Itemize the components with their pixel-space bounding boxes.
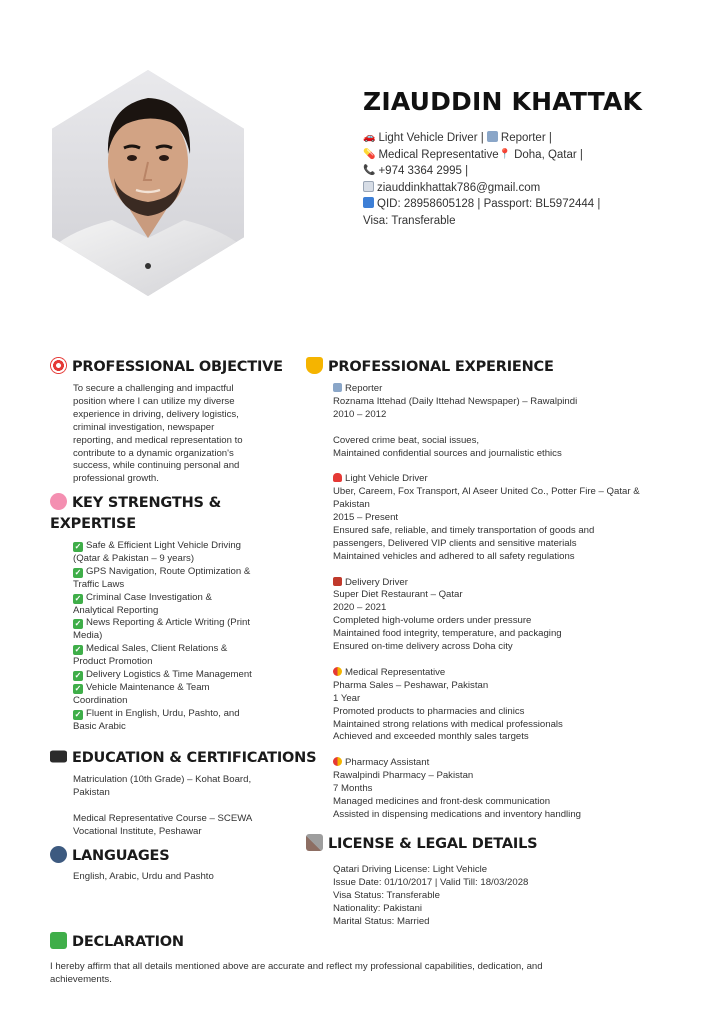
contact-line-visa: Visa: Transferable <box>363 214 456 227</box>
contact-line-roles: 🚗 Light Vehicle Driver | Reporter | <box>363 132 552 144</box>
brain-icon <box>50 493 67 510</box>
license-heading: LICENSE & LEGAL DETAILS <box>306 834 537 852</box>
declaration-text: I hereby affirm that all details mentioned above are accurate and reflect my professional capabilities, dedication, and achievements. <box>50 961 543 985</box>
contact-line-ids: QID: 28958605128 | Passport: BL5972444 | <box>363 196 653 213</box>
check-icon: ✓ <box>74 709 82 719</box>
job-role: Delivery Driver <box>333 577 640 590</box>
strength-item: ✓ Delivery Logistics & Time Management <box>74 669 252 681</box>
contact-line-location: 💊 Medical Representative📍 Doha, Qatar | <box>363 148 583 161</box>
declaration-heading: DECLARATION <box>50 932 184 950</box>
check-icon: ✓ <box>74 645 82 655</box>
graduation-cap-icon <box>50 751 67 763</box>
profile-photo <box>52 70 244 296</box>
candidate-name: ZIAUDDIN KHATTAK <box>363 87 643 116</box>
strengths-list: ✓ Safe & Efficient Light Vehicle Driving (Qatar & Pakistan – 9 years) ✓ GPS Navigation, Route Optimization & Traffic Laws ✓ Criminal Case Investigation & Analytical Reporting ✓ News Reporting & Article Writing (Print Media) ✓ Medical Sales, Client Relations & Product Promotion ✓ Delivery Logistics & Time Management ✓ Vehicle Maintenance & Team Coordination ✓ Fluent in English, Urdu, Pashto, and Basic Arabic <box>73 540 252 732</box>
strengths-heading: KEY STRENGTHS & EXPERTISE <box>50 495 222 532</box>
job-role: Light Vehicle Driver <box>333 473 640 486</box>
tools-icon <box>306 834 323 851</box>
id-card-icon <box>363 197 374 208</box>
check-icon: ✓ <box>74 567 82 577</box>
strength-item: ✓ News Reporting & Article Writing (Print <box>74 617 251 629</box>
experience-heading: PROFESSIONAL EXPERIENCE <box>306 357 554 375</box>
email-icon <box>363 181 374 192</box>
strength-item: ✓ Medical Sales, Client Relations & <box>74 643 228 655</box>
pill-icon <box>333 757 342 766</box>
phone-icon: 📞 <box>363 165 376 176</box>
strength-item: ✓ Criminal Case Investigation & <box>74 591 212 603</box>
license-text: Qatari Driving License: Light Vehicle Issue Date: 01/10/2017 | Valid Till: 18/03/2028 Visa Status: Transferable Nationality: Pakistani Marital Status: Married <box>333 864 529 927</box>
job-role: Reporter <box>333 383 640 396</box>
check-icon: ✓ <box>74 619 82 629</box>
pill-icon <box>333 667 342 676</box>
strength-item: ✓ GPS Navigation, Route Optimization & <box>74 565 251 577</box>
contact-block <box>363 130 653 229</box>
languages-text: English, Arabic, Urdu and Pashto <box>73 871 214 882</box>
objective-heading: PROFESSIONAL OBJECTIVE <box>50 357 283 375</box>
contact-line-phone: 📞 +974 3364 2995 | <box>363 165 469 177</box>
job-role: Pharmacy Assistant <box>333 757 640 770</box>
check-icon: ✓ <box>74 593 82 603</box>
pill-icon: 💊 <box>363 148 376 160</box>
education-text: Matriculation (10th Grade) – Kohat Board, Pakistan Medical Representative Course – SCEWA Vocational Institute, Peshawar <box>73 774 253 837</box>
delivery-box-icon <box>333 577 342 586</box>
portrait-image <box>52 70 244 296</box>
check-icon: ✓ <box>74 542 82 551</box>
newspaper-icon <box>333 383 342 392</box>
strength-item: ✓ Safe & Efficient Light Vehicle Driving <box>74 540 242 551</box>
check-icon: ✓ <box>74 683 82 693</box>
car-icon <box>333 473 342 482</box>
experience-text: Reporter Roznama Ittehad (Daily Ittehad Newspaper) – Rawalpindi 2010 – 2012 Covered crime beat, social issues, Maintained confidential sources and journalistic ethics Light Vehicle Driver Uber, Careem, Fox Transport, Al Aseer United Co., Potter Fire – Qatar & Pakistan 2015 – Present Ensured safe, reliable, and timely transportation of goods and passengers, Delivered VIP clients and sensitive materials Maintained vehicles and adhered to all safety regulations Delivery Driver Super Diet Restaurant – Qatar 2020 – 2021 Completed high-volume orders under pressure Maintained food integrity, temperature, and packaging Ensured on-time delivery across Doha city Medical Representative Pharma Sales – Peshawar, Pakistan 1 Year Promoted products to pharmacies and clinics Maintained strong relations with medical professionals Achieved and exceeded monthly sales targets Pharmacy Assistant Rawalpindi Pharmacy – Pakistan 7 Months Managed medicines and front-desk communication Assisted in dispensing medications and inventory handling <box>333 383 640 820</box>
contact-line-email: ziauddinkhattak786@gmail.com <box>363 180 653 197</box>
pin-icon: 📍 <box>498 148 512 160</box>
newspaper-icon <box>487 131 498 142</box>
strength-item: ✓ Vehicle Maintenance & Team <box>74 681 210 693</box>
languages-heading: LANGUAGES <box>50 846 170 864</box>
check-icon: ✓ <box>74 671 82 681</box>
objective-text: To secure a challenging and impactful position where I can utilize my diverse experience in driving, delivery logistics, criminal investigation, newspaper reporting, and medical representation to contribute to a dynamic organization's success, while continuing personal and professional growth. <box>73 383 243 485</box>
strength-item: ✓ Fluent in English, Urdu, Pashto, and <box>74 707 240 719</box>
education-heading: EDUCATION & CERTIFICATIONS <box>50 748 316 766</box>
speaking-head-icon <box>50 846 67 863</box>
target-icon <box>50 357 67 374</box>
job-role: Medical Representative <box>333 667 640 680</box>
check-box-icon <box>50 932 67 949</box>
car-icon: 🚗 <box>363 132 376 143</box>
trophy-icon <box>306 357 323 374</box>
